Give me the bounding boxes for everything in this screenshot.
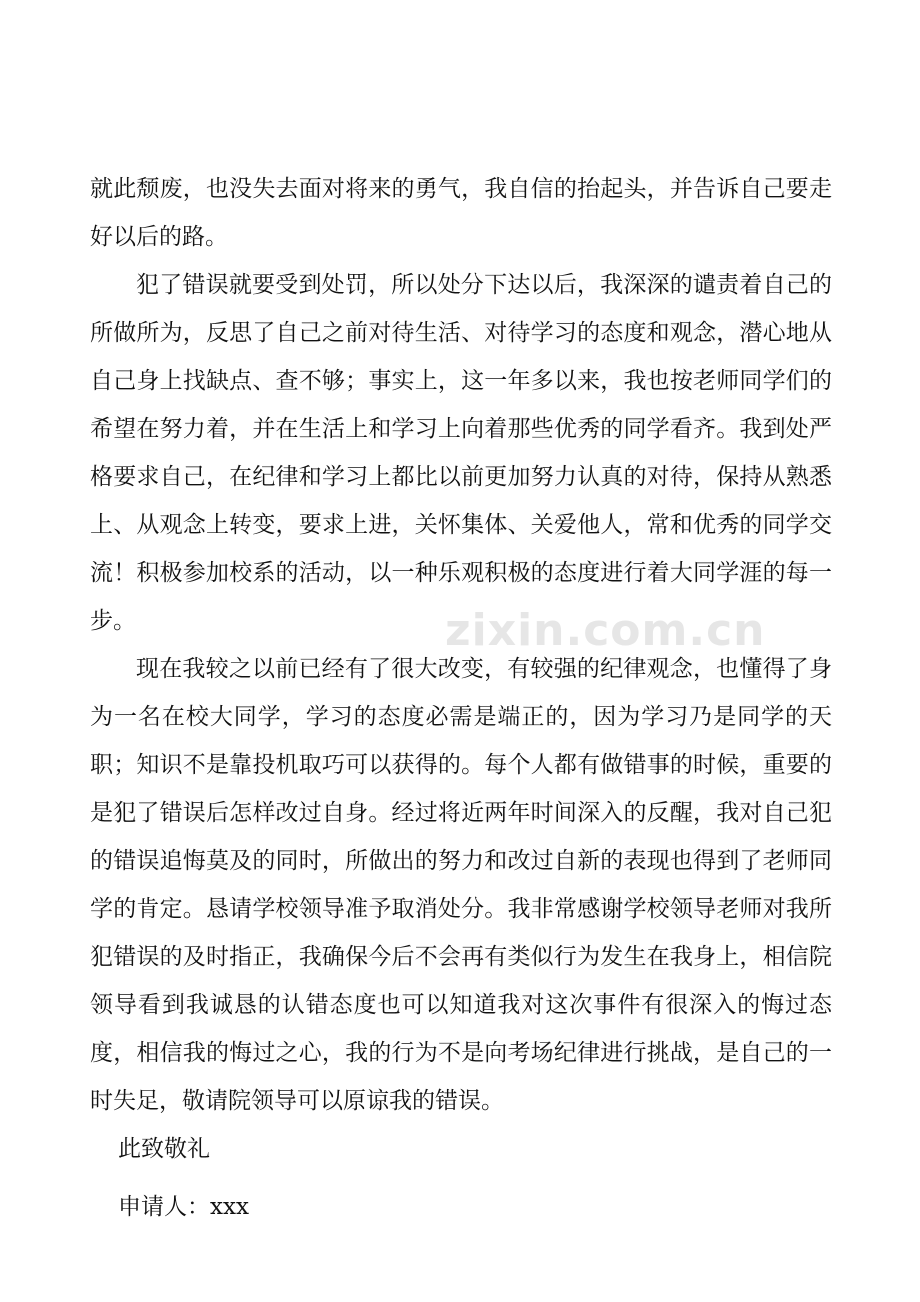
paragraph-reflection: 犯了错误就要受到处罚，所以处分下达以后，我深深的谴责着自己的所做所为，反思了自己之前对待生活、对待学习的态度和观念，潜心地从自己身上找缺点、查不够；事实上，这一年多以来，我也按老师同学们的希望在努力着，并在生活上和学习上向着那些优秀的同学看齐。我到处严格要求自己，在纪律和学习上都比以前更加努力认真的对待，保持从熟悉上、从观念上转变，要求上进，关怀集体、关爱他人，常和优秀的同学交流！积极参加校系的活动，以一种乐观积极的态度进行着大同学涯的每一步。 <box>90 272 832 634</box>
paragraph-continuation: 就此颓废，也没失去面对将来的勇气，我自信的抬起头，并告诉自己要走好以后的路。 <box>90 176 832 250</box>
paragraph-request: 现在我较之以前已经有了很大改变，有较强的纪律观念，也懂得了身为一名在校大同学，学习的态度必需是端正的，因为学习乃是同学的天职；知识不是靠投机取巧可以获得的。每个人都有做错事的时候，重要的是犯了错误后怎样改过自身。经过将近两年时间深入的反醒，我对自己犯的错误追悔莫及的同时，所做出的努力和改过自新的表现也得到了老师同学的肯定。恳请学校领导准予取消处分。我非常感谢学校领导老师对我所犯错误的及时指正，我确保今后不会再有类似行为发生在我身上，相信院领导看到我诚恳的认错态度也可以知道我对这次事件有很深入的悔过态度，相信我的悔过之心，我的行为不是向考场纪律进行挑战，是自己的一时失足，敬请院领导可以原谅我的错误。 <box>90 656 832 1114</box>
document-body <box>90 165 832 1231</box>
applicant-signature: 申请人：xxx <box>118 1194 249 1220</box>
watermark-text: zixin.com.cn <box>445 605 766 656</box>
closing-salutation: 此致敬礼 <box>118 1136 210 1162</box>
